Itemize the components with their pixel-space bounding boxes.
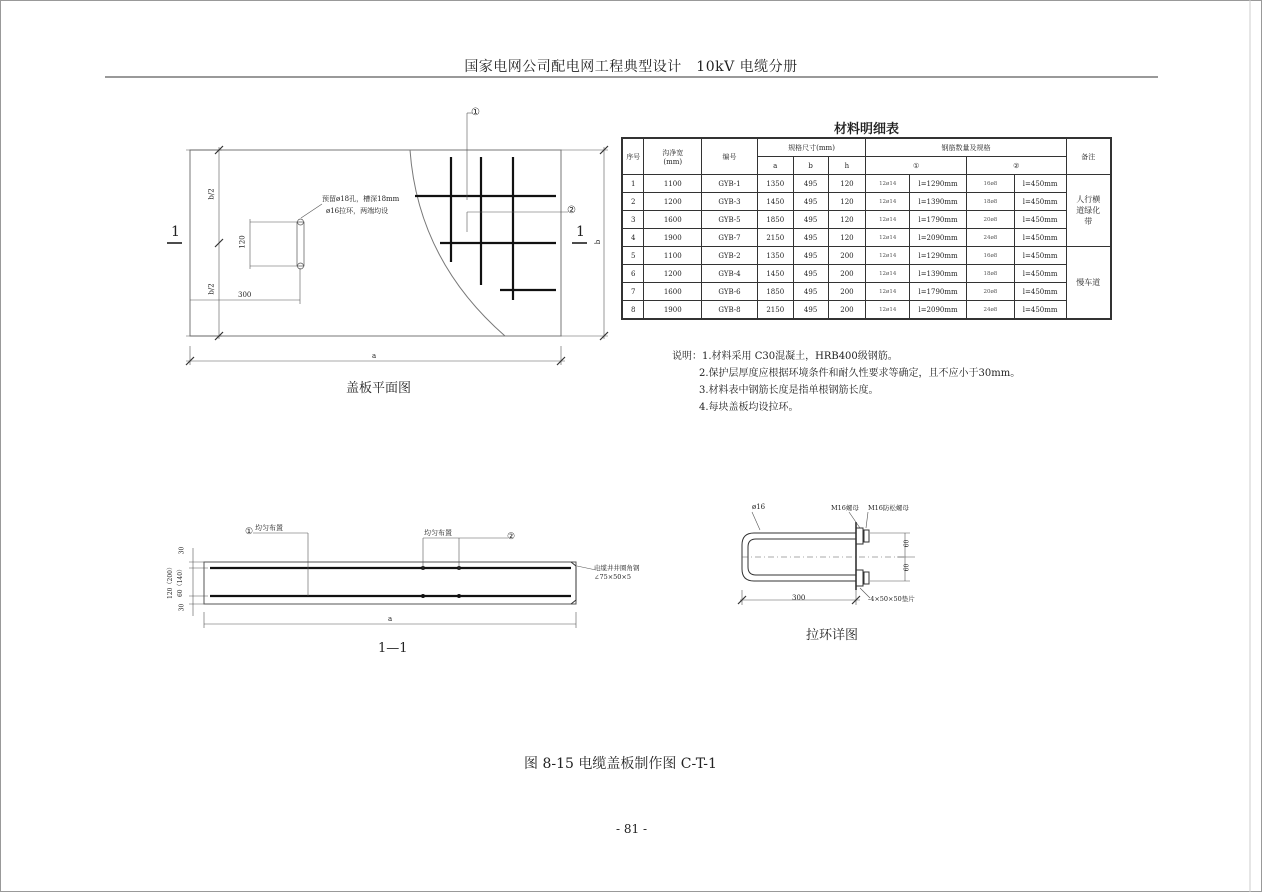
table-cell-q2: 18ø8: [966, 193, 1014, 211]
th-no: 序号: [622, 138, 644, 175]
table-cell-l1: l=1290mm: [910, 247, 967, 265]
table-cell-l2: l=450mm: [1014, 193, 1066, 211]
ring-nut: M16螺母: [831, 504, 859, 512]
table-cell-q2: 24ø8: [966, 301, 1014, 320]
section-uniform-2: 均匀布置: [424, 529, 452, 537]
table-cell-l2: l=450mm: [1014, 211, 1066, 229]
plan-ring-slot: [297, 222, 304, 266]
table-cell-b: 495: [793, 193, 828, 211]
table-cell-a: 1350: [757, 175, 793, 193]
th-remark: 备注: [1066, 138, 1111, 175]
table-cell-width: 1200: [644, 265, 702, 283]
section-dim-h: 120（200）: [166, 564, 174, 599]
note-line: 2.保护层厚度应根据环境条件和耐久性要求等确定，且不应小于30mm。: [699, 368, 1021, 379]
angle-steel: [571, 562, 576, 604]
table-row: [622, 193, 1111, 211]
section-angle-2: ∠75×50×5: [594, 573, 632, 581]
th-r2: ②: [966, 157, 1066, 175]
table-cell-q2: 24ø8: [966, 229, 1014, 247]
table-cell-l2: l=450mm: [1014, 175, 1066, 193]
table-cell-no: 7: [622, 283, 644, 301]
ring-dim-300: 300: [792, 594, 806, 602]
plan-dim-120: 120: [238, 235, 247, 249]
table-cell-l2: l=450mm: [1014, 247, 1066, 265]
section-mark-right: 1: [576, 224, 585, 240]
table-cell-no: 1: [622, 175, 644, 193]
plan-dim-b-half-top: b/2: [207, 188, 216, 200]
table-cell-a: 1350: [757, 247, 793, 265]
table-cell-q2: 20ø8: [966, 211, 1014, 229]
table-cell-b: 495: [793, 265, 828, 283]
table-cell-no: 5: [622, 247, 644, 265]
table-cell-l1: l=2090mm: [910, 229, 967, 247]
plan-dim-b-half-bottom: b/2: [207, 283, 216, 295]
table-row: [622, 175, 1111, 193]
table-cell-b: 495: [793, 301, 828, 320]
notes-block: [672, 348, 1020, 416]
table-cell-l2: l=450mm: [1014, 301, 1066, 320]
th-width: 沟净宽 (mm): [644, 138, 702, 175]
note-line: 3.材料表中钢筋长度是指单根钢筋长度。: [699, 385, 879, 396]
note-line: 说明：1.材料采用 C30混凝土，HRB400级钢筋。: [672, 351, 898, 362]
table-cell-l1: l=1390mm: [910, 193, 967, 211]
section-mark-left: 1: [171, 224, 180, 240]
table-cell-code: GYB-7: [702, 229, 758, 247]
table-cell-h: 120: [828, 175, 866, 193]
material-table-title: 材料明细表: [833, 122, 899, 137]
table-cell-no: 8: [622, 301, 644, 320]
table-cell-l2: l=450mm: [1014, 283, 1066, 301]
table-cell-width: 1900: [644, 301, 702, 320]
plan-rebar-grid: [415, 157, 556, 300]
table-cell-q2: 16ø8: [966, 175, 1014, 193]
table-cell-l1: l=1790mm: [910, 211, 967, 229]
plan-dim-300: 300: [238, 291, 252, 299]
section-angle-1: 电缆井井圈角钢: [594, 564, 640, 572]
section-dim-30b: 30: [178, 603, 186, 612]
table-cell-l1: l=1390mm: [910, 265, 967, 283]
section-marker-1: ①: [245, 527, 254, 537]
section-uniform-1: 均匀布置: [255, 524, 283, 532]
table-cell-h: 200: [828, 283, 866, 301]
table-cell-code: GYB-5: [702, 211, 758, 229]
plan-hole-note-2: ø16拉环，两端均设: [326, 207, 389, 215]
plan-dim-a: a: [372, 352, 377, 360]
note-line: 4.每块盖板均设拉环。: [699, 402, 799, 413]
table-cell-a: 2150: [757, 301, 793, 320]
ring-dim-60a: 60: [903, 539, 911, 548]
ring-washer: -4×50×50垫片: [868, 595, 915, 603]
section-dim-60: 60（140）: [177, 565, 185, 598]
table-cell-h: 120: [828, 193, 866, 211]
table-row: [622, 301, 1111, 320]
table-cell-h: 200: [828, 247, 866, 265]
table-cell-b: 495: [793, 211, 828, 229]
table-cell-l1: l=1290mm: [910, 175, 967, 193]
section-caption: 1—1: [378, 641, 408, 656]
plan-view-caption: 盖板平面图: [346, 381, 412, 396]
ring-dim-60b: 60: [903, 563, 911, 572]
table-cell-remark: 慢车道: [1066, 247, 1111, 320]
table-row: [622, 247, 1111, 265]
table-cell-q1: 12ø14: [866, 283, 910, 301]
table-cell-no: 3: [622, 211, 644, 229]
table-cell-q1: 12ø14: [866, 247, 910, 265]
table-cell-b: 495: [793, 175, 828, 193]
table-cell-l1: l=1790mm: [910, 283, 967, 301]
table-cell-width: 1900: [644, 229, 702, 247]
table-cell-width: 1100: [644, 175, 702, 193]
table-cell-code: GYB-6: [702, 283, 758, 301]
figure-caption: 图 8-15 电缆盖板制作图 C-T-1: [524, 756, 717, 772]
table-cell-a: 2150: [757, 229, 793, 247]
table-cell-q1: 12ø14: [866, 193, 910, 211]
table-cell-no: 4: [622, 229, 644, 247]
section-dim-a: a: [388, 615, 393, 623]
table-cell-q1: 12ø14: [866, 175, 910, 193]
table-cell-b: 495: [793, 283, 828, 301]
table-row: [622, 283, 1111, 301]
table-cell-l1: l=2090mm: [910, 301, 967, 320]
table-cell-no: 2: [622, 193, 644, 211]
th-b: b: [793, 157, 828, 175]
th-a: a: [757, 157, 793, 175]
table-row: [622, 211, 1111, 229]
table-cell-q2: 16ø8: [966, 247, 1014, 265]
page-header-title: 国家电网公司配电网工程典型设计 10kV 电缆分册: [464, 59, 798, 75]
table-cell-l2: l=450mm: [1014, 229, 1066, 247]
table-cell-h: 200: [828, 265, 866, 283]
plan-dim-b: b: [594, 239, 603, 245]
section-marker-2: ②: [507, 532, 516, 542]
table-cell-code: GYB-1: [702, 175, 758, 193]
plan-marker-1: ①: [471, 107, 480, 118]
table-cell-a: 1450: [757, 193, 793, 211]
th-rebar: 钢筋数量及规格: [866, 138, 1066, 157]
table-cell-a: 1850: [757, 211, 793, 229]
table-cell-width: 1600: [644, 283, 702, 301]
table-cell-a: 1450: [757, 265, 793, 283]
table-cell-width: 1200: [644, 193, 702, 211]
table-cell-q1: 12ø14: [866, 265, 910, 283]
th-r1: ①: [866, 157, 967, 175]
ring-detail-caption: 拉环详图: [806, 628, 859, 643]
table-cell-code: GYB-8: [702, 301, 758, 320]
table-cell-code: GYB-4: [702, 265, 758, 283]
ring-nut-bottom: [856, 570, 863, 586]
table-cell-q2: 20ø8: [966, 283, 1014, 301]
table-cell-l2: l=450mm: [1014, 265, 1066, 283]
th-size: 规格尺寸(mm): [757, 138, 866, 157]
table-cell-width: 1100: [644, 247, 702, 265]
table-cell-width: 1600: [644, 211, 702, 229]
table-cell-b: 495: [793, 247, 828, 265]
table-cell-q1: 12ø14: [866, 211, 910, 229]
table-cell-no: 6: [622, 265, 644, 283]
table-cell-h: 120: [828, 211, 866, 229]
material-table: [621, 137, 1112, 320]
ring-phi16: ø16: [752, 503, 766, 511]
th-h: h: [828, 157, 866, 175]
table-row: [622, 229, 1111, 247]
table-cell-h: 120: [828, 229, 866, 247]
th-code: 编号: [702, 138, 758, 175]
page-number: - 81 -: [616, 822, 648, 836]
table-row: [622, 265, 1111, 283]
table-cell-q2: 18ø8: [966, 265, 1014, 283]
ring-lock-nut: M16防松螺母: [868, 504, 909, 512]
table-cell-code: GYB-2: [702, 247, 758, 265]
plan-hole-note-1: 预留ø18孔，槽深18mm: [322, 195, 400, 203]
table-cell-q1: 12ø14: [866, 229, 910, 247]
table-cell-code: GYB-3: [702, 193, 758, 211]
ring-nut-top: [856, 528, 863, 544]
section-dim-30a: 30: [178, 546, 186, 555]
table-cell-h: 200: [828, 301, 866, 320]
table-cell-remark: 人行横道绿化带: [1066, 175, 1111, 247]
table-cell-q1: 12ø14: [866, 301, 910, 320]
table-cell-b: 495: [793, 229, 828, 247]
table-cell-a: 1850: [757, 283, 793, 301]
plan-marker-2: ②: [567, 205, 576, 216]
